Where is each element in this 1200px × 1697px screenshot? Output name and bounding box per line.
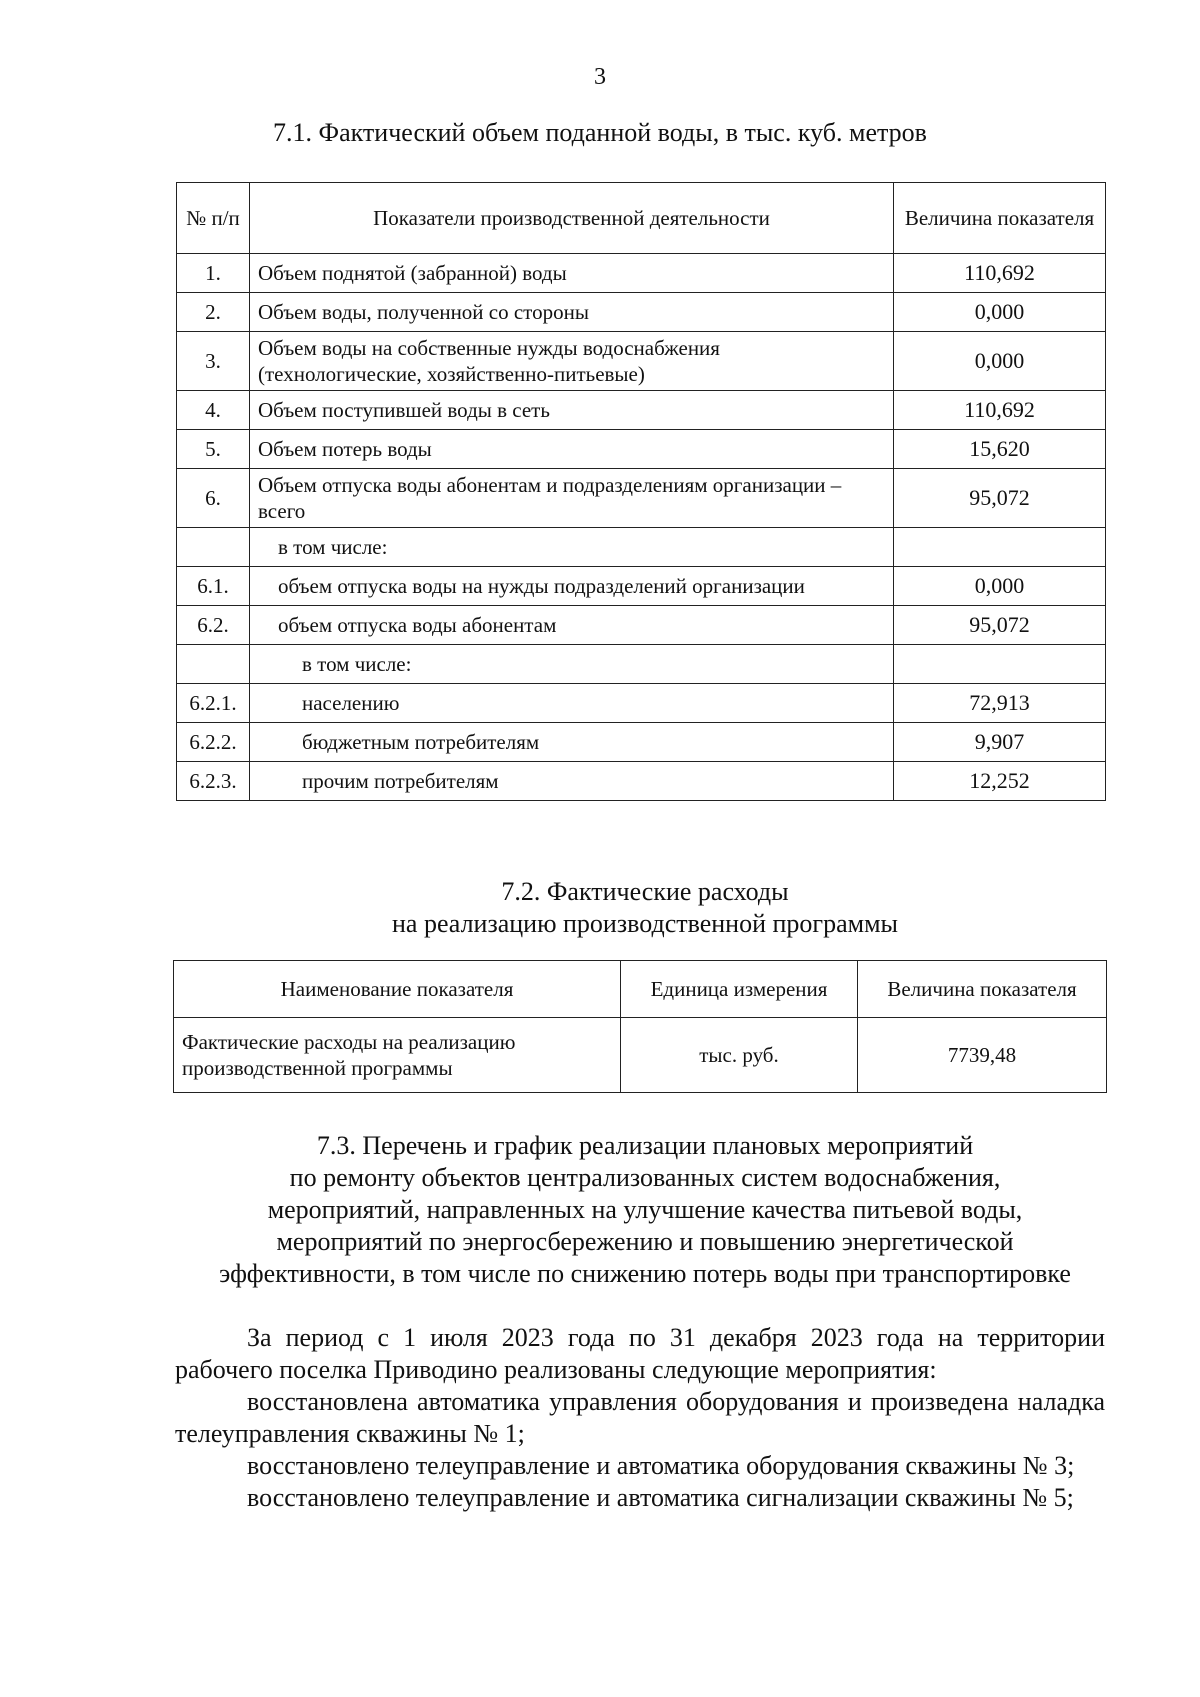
row-number: 6.2. [177,606,250,645]
row-name: Фактические расходы на реализацию производственной программы [174,1018,621,1093]
paragraph: За период с 1 июля 2023 года по 31 декабря 2023 года на территории рабочего поселка Приводино реализованы следующие мероприятия: [175,1323,1105,1384]
row-number: 6.2.3. [177,762,250,801]
header-number: № п/п [177,183,250,254]
section-7-1-title: 7.1. Фактический объем поданной воды, в тыс. куб. метров [273,118,927,147]
header-value: Величина показателя [858,961,1107,1018]
row-number: 6.2.1. [177,684,250,723]
row-value: 0,000 [894,293,1106,332]
row-number: 4. [177,391,250,430]
row-name: объем отпуска воды на нужды подразделений организации [250,567,894,606]
header-indicator: Показатели производственной деятельности [250,183,894,254]
row-value: 7739,48 [858,1018,1107,1093]
row-value [894,528,1106,567]
section-7-2-title-line: 7.2. Фактические расходы [501,877,789,906]
table-row [177,469,1106,528]
table-row [177,606,1106,645]
row-number: 6.1. [177,567,250,606]
row-value: 72,913 [894,684,1106,723]
table-row [177,645,1106,684]
row-value: 95,072 [894,606,1106,645]
row-value [894,645,1106,684]
table-header-row [177,183,1106,254]
expenses-table [173,960,1107,1093]
table-row [177,762,1106,801]
table-row [177,293,1106,332]
row-value: 12,252 [894,762,1106,801]
row-number: 3. [177,332,250,391]
row-number [177,645,250,684]
row-name: Объем поступившей воды в сеть [250,391,894,430]
table-row [174,1018,1107,1093]
section-7-3-title [0,1130,1200,1290]
header-unit: Единица измерения [621,961,858,1018]
row-name: Объем отпуска воды абонентам и подразделениям организации – всего [250,469,894,528]
section-7-3-title-line: по ремонту объектов централизованных систем водоснабжения, [289,1163,1001,1192]
row-value: 95,072 [894,469,1106,528]
table-row [177,723,1106,762]
row-name: в том числе: [250,528,894,567]
header-value: Величина показателя [894,183,1106,254]
paragraph: восстановлено телеуправление и автоматика оборудования скважины № 3; [247,1451,1075,1480]
row-value: 0,000 [894,332,1106,391]
table-row [177,567,1106,606]
table-header-row [174,961,1107,1018]
section-7-2-title-line: на реализацию производственной программы [391,909,898,938]
row-value: 110,692 [894,254,1106,293]
row-number: 5. [177,430,250,469]
row-name: в том числе: [250,645,894,684]
table-row [177,430,1106,469]
row-number: 6.2.2. [177,723,250,762]
table-row [177,528,1106,567]
row-name: бюджетным потребителям [250,723,894,762]
row-name: Объем воды, полученной со стороны [250,293,894,332]
header-name: Наименование показателя [174,961,621,1018]
row-number [177,528,250,567]
table-row [177,684,1106,723]
table-row [177,254,1106,293]
row-number: 6. [177,469,250,528]
row-value: 0,000 [894,567,1106,606]
row-name: Объем поднятой (забранной) воды [250,254,894,293]
row-name: объем отпуска воды абонентам [250,606,894,645]
row-name: Объем воды на собственные нужды водоснабжения (технологические, хозяйственно-питьевые) [250,332,894,391]
row-name: населению [250,684,894,723]
section-7-3-body [175,1322,1105,1514]
row-name: Объем потерь воды [250,430,894,469]
row-number: 2. [177,293,250,332]
row-value: 15,620 [894,430,1106,469]
section-7-3-title-line: мероприятий по энергосбережению и повышению энергетической [276,1227,1014,1256]
row-value: 110,692 [894,391,1106,430]
row-value: 9,907 [894,723,1106,762]
section-7-2-title [0,876,1200,940]
row-name: прочим потребителям [250,762,894,801]
row-unit: тыс. руб. [621,1018,858,1093]
paragraph: восстановлено телеуправление и автоматика сигнализации скважины № 5; [247,1483,1074,1512]
table-row [177,391,1106,430]
row-number: 1. [177,254,250,293]
section-7-3-title-line: мероприятий, направленных на улучшение качества питьевой воды, [267,1195,1023,1224]
table-row [177,332,1106,391]
section-7-3-title-line: 7.3. Перечень и график реализации плановых мероприятий [316,1131,974,1160]
section-7-3-title-line: эффективности, в том числе по снижению потерь воды при транспортировке [219,1259,1071,1288]
paragraph: восстановлена автоматика управления оборудования и произведена наладка телеуправления скважины № 1; [175,1387,1105,1448]
page-number: 3 [594,64,606,90]
water-volume-table [176,182,1106,801]
